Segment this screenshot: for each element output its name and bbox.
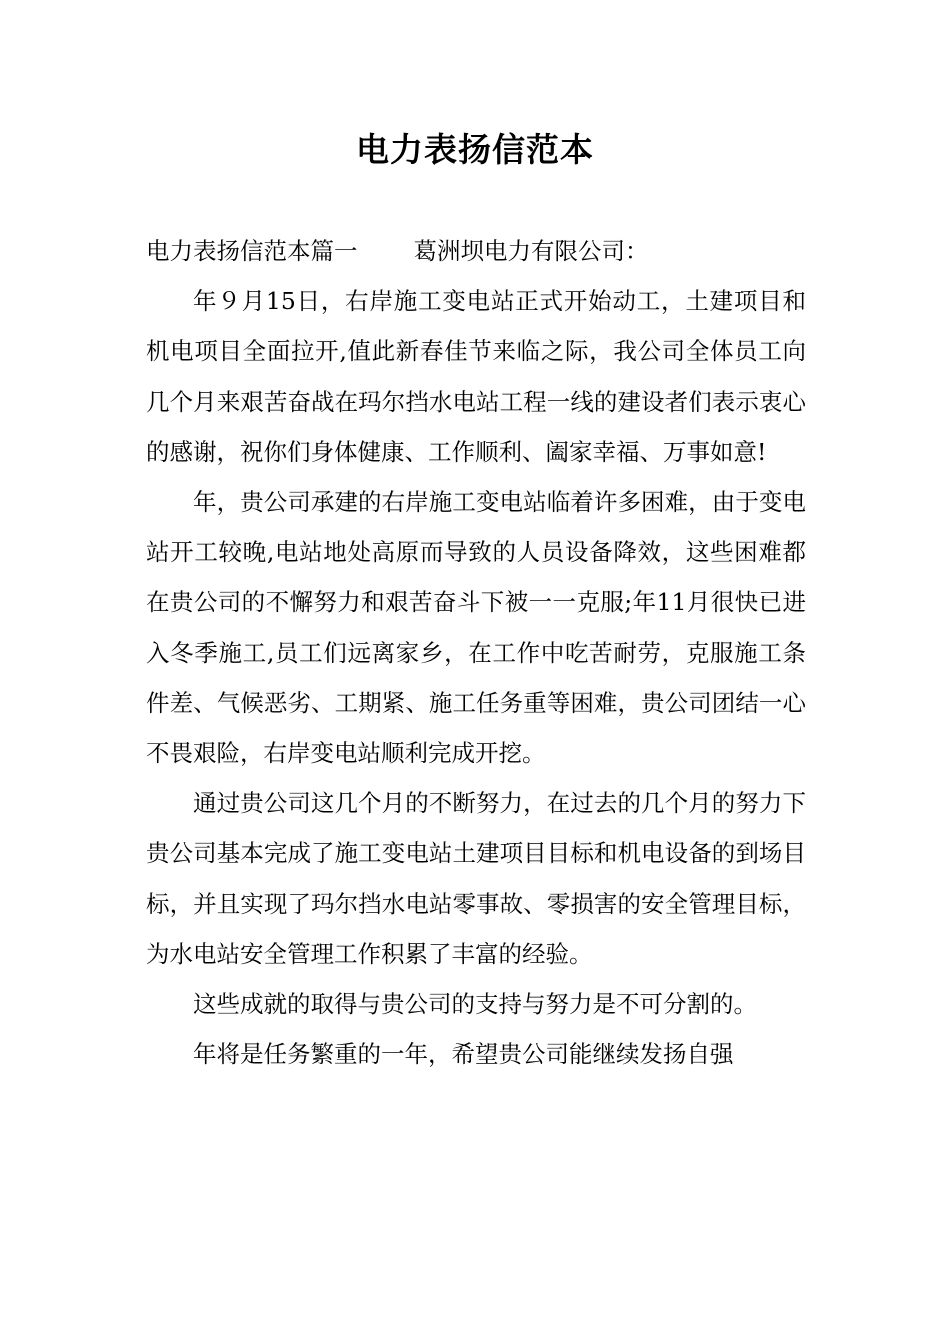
document-title: 电力表扬信范本 (356, 130, 594, 169)
paragraph-5: 年将是任务繁重的一年，希望贵公司能继续发扬自强 (193, 1040, 734, 1069)
paragraph-4: 这些成就的取得与贵公司的支持与努力是不可分割的。 (193, 990, 757, 1019)
paragraph-3: 通过贵公司这几个月的不断努力，在过去的几个月的努力下贵公司基本完成了施工变电站土建项目目标和机电设备的到场目标，并且实现了玛尔挡水电站零事故、零损害的安全管理目标，为水电站安全管理工作积累了丰富的经验。 (146, 789, 806, 968)
paragraph-2: 年，贵公司承建的右岸施工变电站临着许多困难，由于变电站开工较晚,电站地处高原而导致的人员设备降效，这些困难都在贵公司的不懈努力和艰苦奋斗下被一一克服;年11月很快已进入冬季施工,员工们远离家乡，在工作中吃苦耐劳，克服施工条件差、气候恶劣、工期紧、施工任务重等困难，贵公司团结一心不畏艰险，右岸变电站顺利完成开挖。 (146, 488, 806, 768)
greeting-lead: 电力表扬信范本篇一 (146, 237, 358, 265)
document-body (146, 226, 806, 1079)
greeting-line (146, 226, 806, 276)
greeting-addressee: 葛洲坝电力有限公司： (413, 237, 649, 265)
paragraph-1: 年９月15日，右岸施工变电站正式开始动工，土建项目和机电项目全面拉开,值此新春佳节来临之际，我公司全体员工向几个月来艰苦奋战在玛尔挡水电站工程一线的建设者们表示衷心的感谢，祝你们身体健康、工作顺利、阖家幸福、万事如意! (146, 287, 806, 466)
